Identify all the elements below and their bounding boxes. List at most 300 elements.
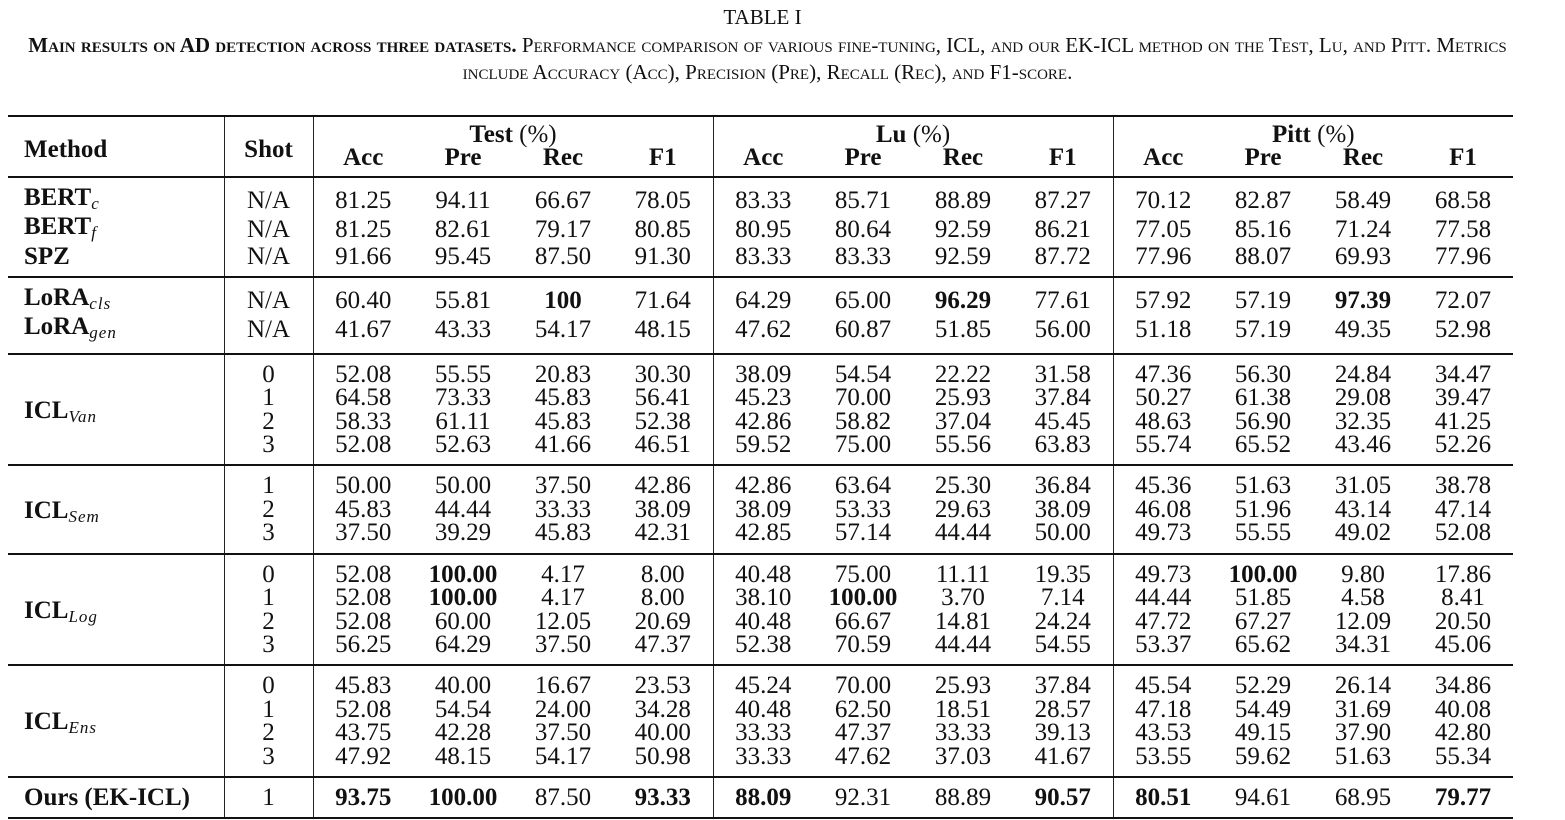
shot-cell: 3 — [224, 633, 313, 665]
table-title: TABLE I — [723, 5, 802, 29]
shot-cell: N/A — [224, 177, 313, 215]
value-cell: 81.25 — [313, 215, 413, 244]
value-cell: 37.84 — [1034, 672, 1091, 700]
shot-cell: 1 — [224, 777, 313, 818]
value-cell: 56.00 — [1034, 316, 1091, 344]
value-cell: 87.27 — [1034, 186, 1091, 214]
value-cell: 52.08 — [313, 586, 413, 609]
value-cell: 51.63 — [1234, 472, 1292, 500]
dataset-name: Test — [469, 121, 513, 148]
value-cell: 49.02 — [1334, 519, 1392, 547]
method-label: ICL — [24, 708, 69, 736]
value-cell: 24.00 — [534, 695, 592, 723]
value-cell: 48.63 — [1113, 410, 1213, 433]
method-label: ICL — [24, 496, 69, 524]
value-cell: 51.18 — [1113, 315, 1213, 353]
value-cell: 51.85 — [934, 316, 992, 344]
method-group — [8, 665, 1513, 777]
value-cell: 58.49 — [1334, 186, 1392, 214]
value-cell: 55.74 — [1113, 433, 1213, 465]
dataset-unit: (%) — [912, 121, 951, 148]
value-cell: 37.50 — [313, 521, 413, 553]
value-cell: 47.72 — [1113, 610, 1213, 633]
value-cell: 12.09 — [1334, 607, 1392, 635]
value-cell: 37.50 — [534, 472, 592, 500]
value-cell: 22.22 — [934, 360, 992, 388]
value-cell: 49.35 — [1334, 316, 1392, 344]
value-cell: 44.44 — [434, 495, 492, 523]
value-cell: 47.62 — [834, 742, 892, 770]
value-cell: 97.39 — [1334, 287, 1392, 315]
value-cell: 71.24 — [1334, 216, 1392, 244]
value-cell: 31.69 — [1334, 695, 1392, 723]
value-cell: 37.03 — [934, 742, 992, 770]
header-metric: Pre — [444, 144, 482, 172]
table-row — [8, 315, 1513, 353]
value-cell: 81.25 — [313, 177, 413, 215]
value-cell: 37.90 — [1334, 719, 1392, 747]
value-cell: 83.33 — [713, 177, 813, 215]
value-cell: 7.14 — [1040, 584, 1085, 612]
method-group — [8, 177, 1513, 277]
value-cell: 52.63 — [434, 431, 492, 459]
shot-cell: N/A — [224, 215, 313, 244]
value-cell: 55.34 — [1434, 742, 1492, 770]
method-label: LoRA — [24, 284, 90, 312]
value-cell: 63.64 — [834, 472, 892, 500]
method-name — [8, 665, 224, 777]
header-metric: Acc — [713, 146, 813, 176]
shot-cell: 0 — [224, 554, 313, 586]
header-shot: Shot — [224, 116, 313, 177]
value-cell: 55.56 — [934, 431, 992, 459]
header-dataset-test — [313, 116, 713, 146]
shot-cell: 2 — [224, 610, 313, 633]
value-cell: 38.09 — [713, 354, 813, 386]
shot-cell: 2 — [224, 498, 313, 521]
value-cell: 49.73 — [1113, 521, 1213, 553]
value-cell: 43.14 — [1334, 495, 1392, 523]
value-cell: 96.29 — [934, 287, 992, 315]
method-label: BERT — [24, 183, 92, 211]
value-cell: 45.54 — [1113, 665, 1213, 697]
value-cell: 94.11 — [435, 186, 491, 214]
value-cell: 85.16 — [1234, 216, 1292, 244]
value-cell: 100.00 — [1228, 560, 1298, 588]
value-cell: 77.96 — [1434, 242, 1492, 270]
header-metric: Rec — [542, 144, 584, 172]
dataset-name: Lu — [875, 121, 907, 148]
value-cell: 94.61 — [1234, 783, 1292, 811]
value-cell: 44.44 — [934, 630, 992, 658]
value-cell: 90.57 — [1034, 783, 1091, 811]
value-cell: 52.08 — [313, 610, 413, 633]
value-cell: 33.33 — [713, 745, 813, 777]
value-cell: 46.08 — [1113, 498, 1213, 521]
method-subscript: f — [91, 223, 97, 243]
value-cell: 86.21 — [1034, 216, 1091, 244]
value-cell: 68.58 — [1434, 186, 1492, 214]
value-cell: 100.00 — [428, 560, 498, 588]
header-metric: F1 — [1048, 144, 1077, 172]
value-cell: 69.93 — [1334, 242, 1392, 270]
value-cell: 41.25 — [1434, 407, 1492, 435]
value-cell: 51.85 — [1234, 584, 1292, 612]
value-cell: 95.45 — [434, 242, 492, 270]
value-cell: 100.00 — [828, 584, 898, 612]
value-cell: 87.50 — [534, 242, 592, 270]
value-cell: 88.89 — [934, 186, 992, 214]
shot-cell: 3 — [224, 433, 313, 465]
table-row — [8, 215, 1513, 244]
value-cell: 70.00 — [834, 672, 892, 700]
value-cell: 62.50 — [834, 695, 892, 723]
value-cell: 11.11 — [935, 560, 991, 588]
value-cell: 39.29 — [434, 519, 492, 547]
value-cell: 79.77 — [1434, 783, 1492, 811]
method-name — [8, 242, 224, 277]
value-cell: 23.53 — [634, 672, 691, 700]
shot-cell: 1 — [224, 586, 313, 609]
value-cell: 47.62 — [713, 315, 813, 353]
value-cell: 26.14 — [1334, 672, 1392, 700]
value-cell: 42.80 — [1434, 719, 1492, 747]
method-label: ICL — [24, 596, 69, 624]
value-cell: 29.08 — [1334, 384, 1392, 412]
method-name — [8, 215, 224, 244]
value-cell: 29.63 — [934, 495, 992, 523]
method-subscript: Sem — [68, 506, 100, 526]
header-metric: Pre — [1244, 144, 1282, 172]
value-cell: 32.35 — [1334, 407, 1392, 435]
value-cell: 50.98 — [634, 742, 691, 770]
value-cell: 42.28 — [434, 719, 492, 747]
value-cell: 38.78 — [1434, 472, 1492, 500]
method-label: ICL — [24, 396, 69, 424]
value-cell: 54.17 — [534, 316, 592, 344]
value-cell: 44.44 — [934, 519, 992, 547]
value-cell: 43.75 — [313, 721, 413, 744]
value-cell: 75.00 — [834, 431, 892, 459]
value-cell: 100.00 — [428, 584, 498, 612]
value-cell: 57.92 — [1113, 277, 1213, 315]
method-name — [8, 177, 224, 215]
value-cell: 45.83 — [534, 384, 592, 412]
value-cell: 92.59 — [934, 216, 992, 244]
value-cell: 50.00 — [313, 465, 413, 497]
value-cell: 65.00 — [834, 287, 892, 315]
value-cell: 82.87 — [1234, 186, 1292, 214]
method-subscript: c — [91, 193, 100, 213]
method-subscript: cls — [89, 294, 112, 314]
value-cell: 37.50 — [534, 630, 592, 658]
value-cell: 92.31 — [834, 783, 892, 811]
method-name — [8, 354, 224, 466]
shot-cell: 2 — [224, 721, 313, 744]
value-cell: 91.66 — [313, 245, 413, 277]
method-subscript: gen — [89, 323, 117, 343]
results-table — [8, 115, 1513, 819]
value-cell: 73.33 — [434, 384, 492, 412]
value-cell: 75.00 — [834, 560, 892, 588]
value-cell: 52.38 — [713, 633, 813, 665]
table-caption — [20, 32, 1515, 86]
shot-cell: 3 — [224, 745, 313, 777]
value-cell: 45.23 — [713, 386, 813, 409]
value-cell: 19.35 — [1034, 560, 1091, 588]
table-row — [8, 745, 1513, 777]
value-cell: 87.72 — [1034, 242, 1091, 270]
value-cell: 50.00 — [434, 472, 492, 500]
value-cell: 52.08 — [313, 698, 413, 721]
value-cell: 46.51 — [634, 431, 691, 459]
method-name — [8, 315, 224, 353]
value-cell: 40.48 — [713, 610, 813, 633]
value-cell: 64.29 — [434, 630, 492, 658]
value-cell: 78.05 — [634, 186, 691, 214]
value-cell: 70.00 — [834, 384, 892, 412]
value-cell: 38.10 — [713, 586, 813, 609]
value-cell: 49.15 — [1234, 719, 1292, 747]
value-cell: 41.66 — [534, 431, 592, 459]
method-subscript: Ens — [68, 718, 97, 738]
value-cell: 34.47 — [1434, 360, 1492, 388]
value-cell: 64.58 — [313, 386, 413, 409]
value-cell: 77.05 — [1113, 215, 1213, 244]
method-label: SPZ — [24, 242, 70, 270]
value-cell: 67.27 — [1234, 607, 1292, 635]
method-label: Ours (EK-ICL) — [24, 783, 190, 811]
value-cell: 34.28 — [634, 695, 691, 723]
value-cell: 39.47 — [1434, 384, 1492, 412]
value-cell: 65.62 — [1234, 630, 1292, 658]
value-cell: 58.82 — [834, 407, 892, 435]
value-cell: 42.86 — [634, 472, 691, 500]
value-cell: 25.93 — [934, 672, 992, 700]
value-cell: 92.59 — [934, 242, 992, 270]
caption-bold: Main results on AD detection across three datasets. — [28, 33, 517, 57]
value-cell: 45.83 — [534, 407, 592, 435]
value-cell: 45.24 — [713, 665, 813, 697]
value-cell: 52.08 — [1434, 519, 1492, 547]
table-row — [8, 698, 1513, 721]
table-row — [8, 433, 1513, 465]
method-label: LoRA — [24, 313, 90, 341]
value-cell: 42.31 — [634, 519, 691, 547]
header-metric: F1 — [1449, 144, 1477, 172]
value-cell: 38.09 — [713, 498, 813, 521]
value-cell: 80.95 — [713, 215, 813, 244]
value-cell: 31.58 — [1034, 360, 1091, 388]
value-cell: 31.05 — [1334, 472, 1392, 500]
value-cell: 71.64 — [634, 287, 691, 315]
value-cell: 77.58 — [1434, 216, 1492, 244]
header-method: Method — [24, 135, 108, 163]
method-name — [8, 554, 224, 666]
value-cell: 42.85 — [713, 521, 813, 553]
value-cell: 39.13 — [1034, 719, 1091, 747]
dataset-name: Pitt — [1272, 121, 1311, 148]
table-row — [8, 245, 1513, 277]
value-cell: 100 — [544, 287, 582, 315]
value-cell: 47.36 — [1113, 354, 1213, 386]
value-cell: 16.67 — [534, 672, 592, 700]
value-cell: 18.51 — [934, 695, 992, 723]
value-cell: 9.80 — [1341, 560, 1385, 588]
value-cell: 37.50 — [534, 719, 592, 747]
value-cell: 55.55 — [1234, 519, 1292, 547]
method-name — [8, 277, 224, 315]
value-cell: 41.67 — [313, 315, 413, 353]
value-cell: 45.83 — [534, 519, 592, 547]
value-cell: 88.07 — [1234, 242, 1292, 270]
table-row — [8, 465, 1513, 497]
value-cell: 56.90 — [1234, 407, 1292, 435]
header-dataset-pitt — [1113, 116, 1513, 146]
value-cell: 60.87 — [834, 316, 892, 344]
value-cell: 42.86 — [713, 410, 813, 433]
value-cell: 20.69 — [634, 607, 691, 635]
method-group — [8, 777, 1513, 818]
shot-cell: 1 — [224, 698, 313, 721]
value-cell: 54.55 — [1034, 630, 1091, 658]
value-cell: 66.67 — [534, 186, 592, 214]
value-cell: 47.37 — [634, 630, 691, 658]
value-cell: 72.07 — [1434, 287, 1492, 315]
value-cell: 40.00 — [434, 672, 492, 700]
value-cell: 56.30 — [1234, 360, 1292, 388]
value-cell: 53.37 — [1113, 633, 1213, 665]
value-cell: 52.08 — [313, 554, 413, 586]
value-cell: 63.83 — [1034, 431, 1091, 459]
value-cell: 52.38 — [634, 407, 691, 435]
value-cell: 80.85 — [634, 216, 691, 244]
header-metric: Acc — [313, 146, 413, 176]
value-cell: 83.33 — [834, 242, 892, 270]
value-cell: 61.11 — [435, 407, 491, 435]
value-cell: 79.17 — [534, 216, 592, 244]
value-cell: 87.50 — [534, 783, 592, 811]
table-row — [8, 354, 1513, 386]
value-cell: 41.67 — [1034, 742, 1091, 770]
value-cell: 47.37 — [834, 719, 892, 747]
value-cell: 33.33 — [713, 721, 813, 744]
shot-cell: 1 — [224, 465, 313, 497]
value-cell: 100.00 — [428, 783, 498, 811]
value-cell: 17.86 — [1434, 560, 1492, 588]
value-cell: 4.17 — [541, 584, 585, 612]
shot-cell: 1 — [224, 386, 313, 409]
value-cell: 25.93 — [934, 384, 992, 412]
header-metric: Acc — [1113, 146, 1213, 176]
value-cell: 93.75 — [313, 777, 413, 818]
method-group — [8, 354, 1513, 466]
method-group — [8, 465, 1513, 553]
value-cell: 53.33 — [834, 495, 892, 523]
method-subscript: Van — [68, 406, 97, 426]
value-cell: 20.83 — [534, 360, 592, 388]
value-cell: 25.30 — [934, 472, 992, 500]
value-cell: 77.96 — [1113, 245, 1213, 277]
shot-cell: N/A — [224, 315, 313, 353]
shot-cell: N/A — [224, 245, 313, 277]
value-cell: 44.44 — [1113, 586, 1213, 609]
value-cell: 37.04 — [934, 407, 992, 435]
value-cell: 64.29 — [713, 277, 813, 315]
value-cell: 58.33 — [313, 410, 413, 433]
value-cell: 48.15 — [634, 316, 691, 344]
value-cell: 66.67 — [834, 607, 892, 635]
value-cell: 53.55 — [1113, 745, 1213, 777]
value-cell: 82.61 — [434, 216, 492, 244]
value-cell: 47.18 — [1113, 698, 1213, 721]
dataset-unit: (%) — [1317, 121, 1355, 148]
value-cell: 4.58 — [1341, 584, 1385, 612]
value-cell: 59.52 — [713, 433, 813, 465]
table-row — [8, 386, 1513, 409]
value-cell: 52.98 — [1434, 316, 1492, 344]
value-cell: 8.41 — [1441, 584, 1485, 612]
value-cell: 12.05 — [534, 607, 592, 635]
value-cell: 20.50 — [1434, 607, 1492, 635]
dataset-unit: (%) — [519, 121, 557, 148]
value-cell: 24.84 — [1334, 360, 1392, 388]
value-cell: 8.00 — [640, 584, 685, 612]
value-cell: 93.33 — [634, 783, 691, 811]
value-cell: 54.54 — [434, 695, 492, 723]
table-row — [8, 633, 1513, 665]
table-header — [8, 116, 1513, 177]
value-cell: 34.31 — [1334, 630, 1392, 658]
value-cell: 48.15 — [434, 742, 492, 770]
value-cell: 33.33 — [534, 495, 592, 523]
value-cell: 70.59 — [834, 630, 892, 658]
value-cell: 57.19 — [1234, 287, 1292, 315]
method-subscript: Log — [68, 606, 98, 626]
value-cell: 70.12 — [1113, 177, 1213, 215]
value-cell: 40.00 — [634, 719, 691, 747]
shot-cell: 3 — [224, 521, 313, 553]
value-cell: 14.81 — [934, 607, 992, 635]
shot-cell: N/A — [224, 277, 313, 315]
shot-cell: 2 — [224, 410, 313, 433]
value-cell: 45.45 — [1034, 407, 1091, 435]
header-dataset-lu — [713, 116, 1113, 146]
table-row — [8, 610, 1513, 633]
header-metric: Pre — [844, 144, 882, 172]
value-cell: 57.19 — [1234, 316, 1292, 344]
method-group — [8, 554, 1513, 666]
value-cell: 38.09 — [1034, 495, 1091, 523]
value-cell: 47.14 — [1434, 495, 1492, 523]
value-cell: 52.08 — [313, 354, 413, 386]
value-cell: 40.48 — [713, 554, 813, 586]
table-row — [8, 498, 1513, 521]
value-cell: 68.95 — [1334, 783, 1392, 811]
value-cell: 45.83 — [313, 498, 413, 521]
value-cell: 40.48 — [713, 698, 813, 721]
value-cell: 40.08 — [1434, 695, 1492, 723]
value-cell: 56.25 — [313, 633, 413, 665]
value-cell: 36.84 — [1034, 472, 1091, 500]
table-row — [8, 665, 1513, 697]
method-label: BERT — [24, 213, 92, 241]
value-cell: 38.09 — [634, 495, 691, 523]
shot-cell: 0 — [224, 665, 313, 697]
table-row — [8, 277, 1513, 315]
value-cell: 60.40 — [313, 277, 413, 315]
table-row — [8, 586, 1513, 609]
